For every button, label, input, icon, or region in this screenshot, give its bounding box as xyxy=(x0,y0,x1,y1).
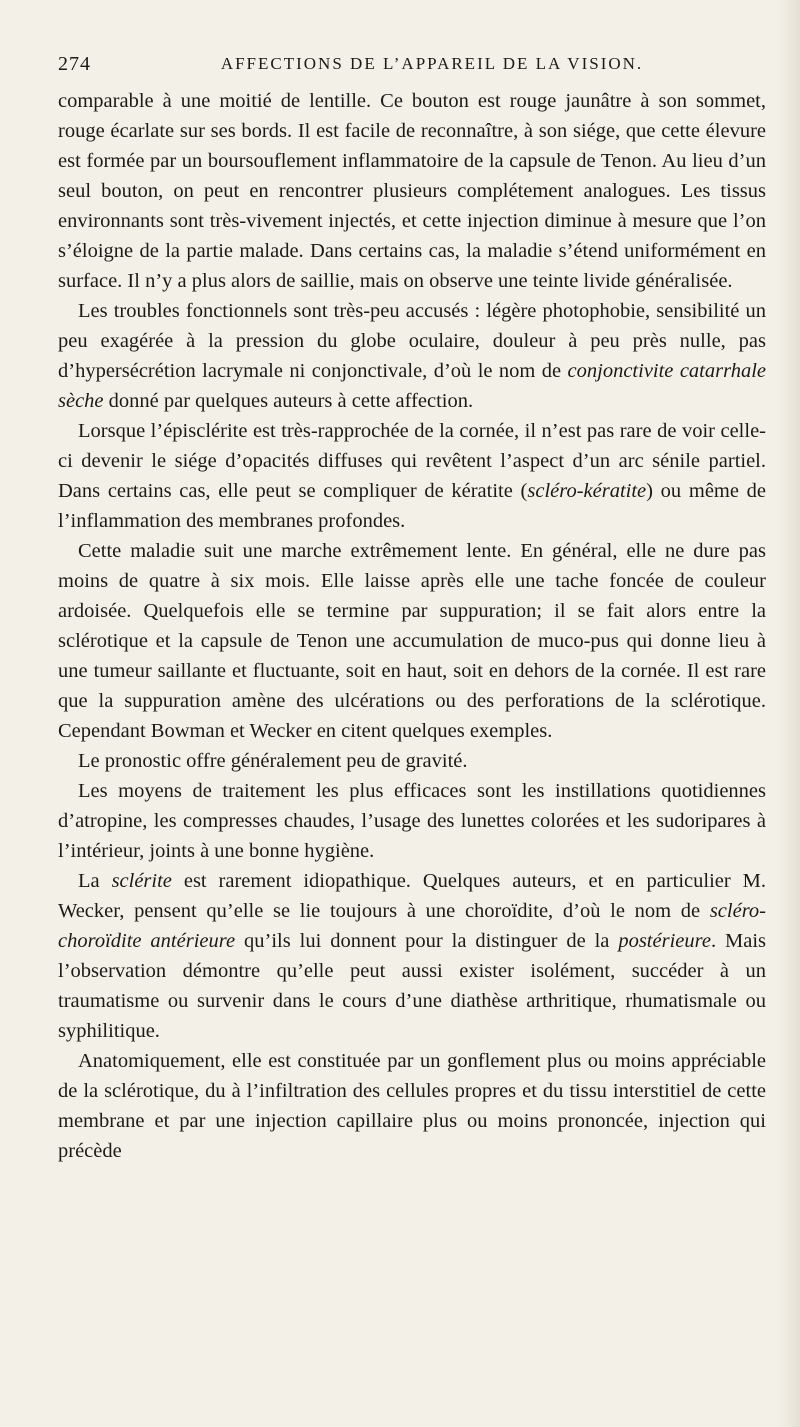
text-segment: Les troubles fonctionnels sont très-peu accusés : légère photophobie, sensibilité un peu exagérée à la pression du globe oculaire, douleur à peu près nulle, pas d’hypersécrétion lacrymale ni conjonctivale, d’où le nom de xyxy=(58,300,766,382)
paragraph xyxy=(58,1046,766,1166)
text-segment: Anatomiquement, elle est constituée par un gonflement plus ou moins appréciable de la sclérotique, du à l’infiltration des cellules propres et du tissu interstitiel de cette membrane et par une injection capillaire plus ou moins prononcée, injection qui précède xyxy=(58,1050,766,1162)
text-segment: ) ou même de l’inflammation des membranes profondes. xyxy=(58,480,766,532)
paragraph xyxy=(58,776,766,866)
paragraph xyxy=(58,866,766,1046)
page-edge-shadow xyxy=(778,0,800,1427)
italic-term: sclérite xyxy=(111,870,172,892)
paragraph xyxy=(58,86,766,296)
italic-term: conjonctivite catarrhale sèche xyxy=(58,360,766,412)
italic-term: scléro-kératite xyxy=(527,480,647,502)
page-header xyxy=(58,53,766,83)
paragraph xyxy=(58,296,766,416)
paragraph xyxy=(58,746,766,776)
text-segment: Lorsque l’épisclérite est très-rapprochée de la cornée, il n’est pas rare de voir celle-ci devenir le siége d’opacités diffuses qui revêtent l’aspect d’un arc sénile partiel. Dans certains cas, elle peut se compliquer de kératite ( xyxy=(58,420,766,502)
body-text xyxy=(58,86,766,1166)
italic-term: scléro-choroïdite antérieure xyxy=(58,900,766,952)
page-number: 274 xyxy=(58,53,91,75)
text-segment: qu’ils lui donnent pour la distinguer de la xyxy=(235,930,619,952)
italic-term: postérieure xyxy=(618,930,711,952)
text-segment: Les moyens de traitement les plus efficaces sont les instillations quotidiennes d’atropine, les compresses chaudes, l’usage des lunettes colorées et les sudoripares à l’intérieur, joints à une bonne hygiène. xyxy=(58,780,766,862)
paragraph xyxy=(58,416,766,536)
text-segment: donné par quelques auteurs à cette affection. xyxy=(103,390,474,412)
text-segment: est rarement idiopathique. Quelques auteurs, et en particulier M. Wecker, pensent qu’elle se lie toujours à une choroïdite, d’où le nom de xyxy=(58,870,766,922)
paragraph xyxy=(58,536,766,746)
text-segment: La xyxy=(78,870,112,892)
running-head: AFFECTIONS DE L’APPAREIL DE LA VISION. xyxy=(220,54,644,73)
text-segment: comparable à une moitié de lentille. Ce bouton est rouge jaunâtre à son sommet, rouge écarlate sur ses bords. Il est facile de reconnaître, à son siége, que cette élevure est formée par un boursouflement inflammatoire de la capsule de Tenon. Au lieu d’un seul bouton, on peut en rencontrer plusieurs complétement analogues. Les tissus environnants sont très-vivement injectés, et cette injection diminue à mesure que l’on s’éloigne de la partie malade. Dans certains cas, la maladie s’étend uniformément en surface. Il n’y a plus alors de saillie, mais on observe une teinte livide généralisée. xyxy=(58,90,766,292)
text-segment: Le pronostic offre généralement peu de gravité. xyxy=(78,750,468,772)
text-segment: . Mais l’observation démontre qu’elle peut aussi exister isolément, succéder à un traumatisme ou survenir dans le cours d’une diathèse arthritique, rhumatismale ou syphilitique. xyxy=(58,930,767,1042)
text-segment: Cette maladie suit une marche extrêmement lente. En général, elle ne dure pas moins de quatre à six mois. Elle laisse après elle une tache foncée de couleur ardoisée. Quelquefois elle se termine par suppuration; il se fait alors entre la sclérotique et la capsule de Tenon une accumulation de muco-pus qui donne lieu à une tumeur saillante et fluctuante, soit en haut, soit en dehors de la cornée. Il est rare que la suppuration amène des ulcérations ou des perforations de la sclérotique. Cependant Bowman et Wecker en citent quelques exemples. xyxy=(58,540,766,742)
